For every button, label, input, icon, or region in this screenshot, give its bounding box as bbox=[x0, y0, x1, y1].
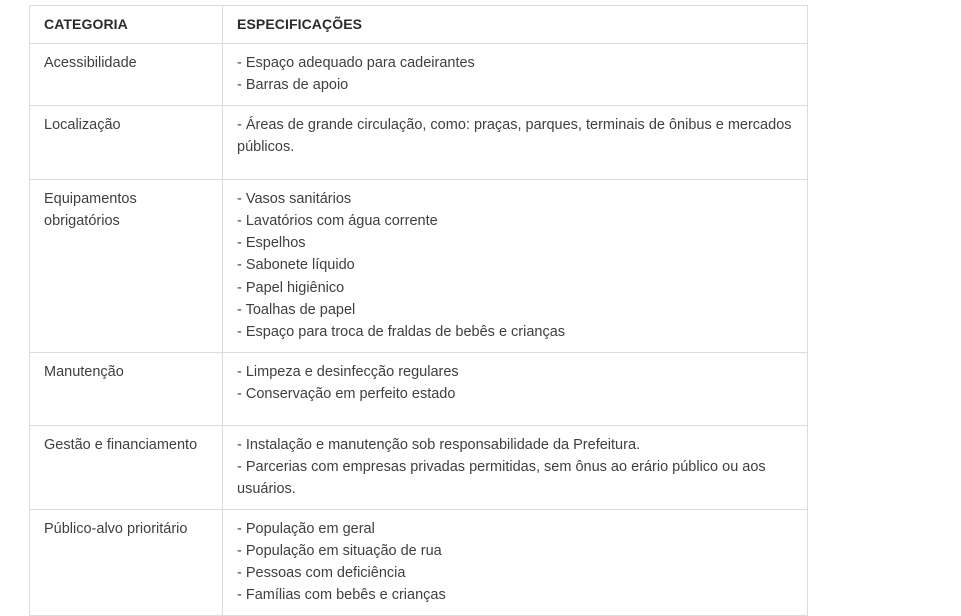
specifications-cell bbox=[223, 179, 808, 352]
specifications-cell bbox=[223, 105, 808, 179]
table-row bbox=[30, 105, 808, 179]
header-category: CATEGORIA bbox=[30, 6, 223, 44]
category-cell: Acessibilidade bbox=[30, 44, 223, 106]
specifications-table bbox=[29, 5, 808, 616]
table-row bbox=[30, 352, 808, 425]
specifications-cell bbox=[223, 509, 808, 615]
spec-item: - Parcerias com empresas privadas permitidas, sem ônus ao erário público ou aos usuários. bbox=[237, 458, 766, 498]
spec-item: - População em geral bbox=[237, 520, 375, 537]
category-cell: Manutenção bbox=[30, 352, 223, 425]
table-header-row bbox=[30, 6, 808, 44]
category-cell: Público-alvo prioritário bbox=[30, 509, 223, 615]
table-row bbox=[30, 425, 808, 509]
spec-item: - Famílias com bebês e crianças bbox=[237, 587, 446, 604]
spec-item: - Sabonete líquido bbox=[237, 257, 355, 274]
spec-item: - Espelhos bbox=[237, 235, 306, 252]
specifications-cell bbox=[223, 44, 808, 106]
table-row bbox=[30, 179, 808, 352]
spec-item: - Limpeza e desinfecção regulares bbox=[237, 363, 459, 380]
specifications-table-container bbox=[29, 5, 807, 616]
category-cell: Localização bbox=[30, 105, 223, 179]
spec-item: - Pessoas com deficiência bbox=[237, 565, 406, 582]
spec-item: - Instalação e manutenção sob responsabilidade da Prefeitura. bbox=[237, 436, 641, 453]
spec-item: - Barras de apoio bbox=[237, 77, 349, 94]
category-cell: Gestão e financiamento bbox=[30, 425, 223, 509]
spec-item: - Espaço para troca de fraldas de bebês e crianças bbox=[237, 324, 566, 341]
table-row bbox=[30, 509, 808, 615]
spec-item: - Conservação em perfeito estado bbox=[237, 385, 456, 402]
spec-item: - Papel higiênico bbox=[237, 279, 345, 296]
spec-item: - Lavatórios com água corrente bbox=[237, 212, 438, 229]
spec-item: - Toalhas de papel bbox=[237, 302, 356, 319]
spec-item: - População em situação de rua bbox=[237, 542, 442, 559]
category-cell: Equipamentos obrigatórios bbox=[30, 179, 223, 352]
table-row bbox=[30, 44, 808, 106]
specifications-cell bbox=[223, 352, 808, 425]
spec-item: - Vasos sanitários bbox=[237, 190, 352, 207]
spec-item: - Espaço adequado para cadeirantes bbox=[237, 55, 475, 71]
specifications-cell bbox=[223, 425, 808, 509]
header-specifications: ESPECIFICAÇÕES bbox=[223, 6, 808, 44]
spec-item: - Áreas de grande circulação, como: praças, parques, terminais de ônibus e mercados públicos. bbox=[237, 116, 792, 155]
